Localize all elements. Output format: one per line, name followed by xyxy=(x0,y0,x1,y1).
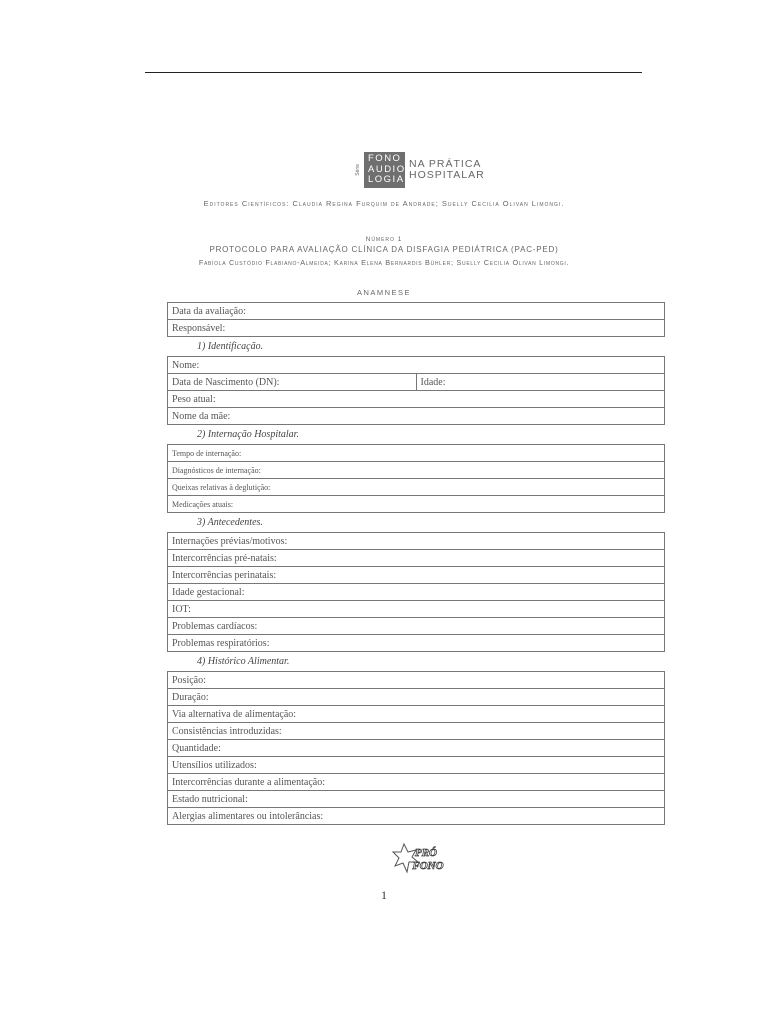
logo-box-line: LOGIA xyxy=(368,174,405,186)
table-row xyxy=(168,357,665,374)
logo-box-line: FONO xyxy=(368,153,402,165)
logo-serie-label: Série xyxy=(355,164,361,176)
table-row xyxy=(168,550,665,567)
top-rule xyxy=(145,72,642,73)
table-row xyxy=(168,533,665,550)
table-row xyxy=(168,723,665,740)
table-row xyxy=(168,791,665,808)
section-title-internacao: 2) Internação Hospitalar. xyxy=(197,429,299,440)
logo-text-line: NA PRÁTICA xyxy=(409,158,482,170)
field-duracao[interactable]: Duração: xyxy=(168,689,665,706)
identification-table xyxy=(167,356,665,425)
table-row xyxy=(168,740,665,757)
protocol-title: PROTOCOLO PARA AVALIAÇÃO CLÍNICA DA DISFAGIA PEDIÁTRICA (PAC-PED) xyxy=(209,245,559,254)
logo-subtitle xyxy=(409,159,485,181)
field-data-avaliacao[interactable]: Data da avaliação: xyxy=(168,303,665,320)
table-row xyxy=(168,479,665,496)
table-row xyxy=(168,774,665,791)
field-posicao[interactable]: Posição: xyxy=(168,672,665,689)
logo-fonoaudiologia-box xyxy=(364,152,405,188)
table-row xyxy=(168,706,665,723)
field-utensilios[interactable]: Utensílios utilizados: xyxy=(168,757,665,774)
table-row xyxy=(168,618,665,635)
table-row xyxy=(168,496,665,513)
table-row xyxy=(168,320,665,337)
field-peso-atual[interactable]: Peso atual: xyxy=(168,391,665,408)
authors-line: Fabíola Custódio Flabiano-Almeida; Karina Elena Bernardis Bühler; Suelly Cecilia Olivan Limongi. xyxy=(198,258,570,267)
table-row xyxy=(168,689,665,706)
field-consistencias[interactable]: Consistências introduzidas: xyxy=(168,723,665,740)
pro-fono-line-2: FONO xyxy=(412,860,444,872)
editors-line: Editores Científicos: Claudia Regina Furquim de Andrade; Suelly Cecilia Olivan Limongi. xyxy=(203,199,565,208)
table-row xyxy=(168,635,665,652)
page-number: 1 xyxy=(381,888,387,902)
field-cardiacos[interactable]: Problemas cardíacos: xyxy=(168,618,665,635)
table-row xyxy=(168,391,665,408)
anamnese-form xyxy=(167,302,665,825)
table-row xyxy=(168,601,665,618)
logo-text-line: HOSPITALAR xyxy=(409,169,485,181)
field-medicacoes[interactable]: Medicações atuais: xyxy=(168,496,665,513)
table-row xyxy=(168,808,665,825)
field-iot[interactable]: IOT: xyxy=(168,601,665,618)
evaluation-table xyxy=(167,302,665,337)
field-perinatais[interactable]: Intercorrências perinatais: xyxy=(168,567,665,584)
pro-fono-line-1: PRÓ xyxy=(415,847,437,859)
field-alergias[interactable]: Alergias alimentares ou intolerâncias: xyxy=(168,808,665,825)
field-via-alternativa[interactable]: Via alternativa de alimentação: xyxy=(168,706,665,723)
field-quantidade[interactable]: Quantidade: xyxy=(168,740,665,757)
history-table xyxy=(167,532,665,652)
field-internacoes-previas[interactable]: Internações prévias/motivos: xyxy=(168,533,665,550)
field-diagnosticos[interactable]: Diagnósticos de internação: xyxy=(168,462,665,479)
field-estado-nutricional[interactable]: Estado nutricional: xyxy=(168,791,665,808)
issue-number: Número 1 xyxy=(365,236,403,243)
field-pre-natais[interactable]: Intercorrências pré-natais: xyxy=(168,550,665,567)
section-title-antecedentes: 3) Antecedentes. xyxy=(197,517,263,528)
field-tempo-internacao[interactable]: Tempo de internação: xyxy=(168,445,665,462)
table-row xyxy=(168,462,665,479)
table-row xyxy=(168,584,665,601)
feeding-history-table xyxy=(167,671,665,825)
series-logo xyxy=(355,150,485,190)
table-row xyxy=(168,303,665,320)
field-respiratorios[interactable]: Problemas respiratórios: xyxy=(168,635,665,652)
field-responsavel[interactable]: Responsável: xyxy=(168,320,665,337)
field-idade-gestacional[interactable]: Idade gestacional: xyxy=(168,584,665,601)
table-row xyxy=(168,374,665,391)
hospitalization-table xyxy=(167,444,665,513)
pro-fono-logo xyxy=(390,842,450,876)
logo-box-line: AUDIO xyxy=(368,163,406,175)
table-row xyxy=(168,757,665,774)
section-title-historico-alimentar: 4) Histórico Alimentar. xyxy=(197,656,290,667)
field-nome-mae[interactable]: Nome da mãe: xyxy=(168,408,665,425)
field-idade[interactable]: Idade: xyxy=(416,374,665,391)
anamnese-title: ANAMNESE xyxy=(356,288,412,297)
table-row xyxy=(168,672,665,689)
table-row xyxy=(168,445,665,462)
field-queixas-degluticao[interactable]: Queixas relativas à deglutição: xyxy=(168,479,665,496)
section-title-identificacao: 1) Identificação. xyxy=(197,341,264,352)
field-nome[interactable]: Nome: xyxy=(168,357,665,374)
field-data-nascimento[interactable]: Data de Nascimento (DN): xyxy=(168,374,417,391)
table-row xyxy=(168,408,665,425)
field-intercorrencias-alimentacao[interactable]: Intercorrências durante a alimentação: xyxy=(168,774,665,791)
table-row xyxy=(168,567,665,584)
